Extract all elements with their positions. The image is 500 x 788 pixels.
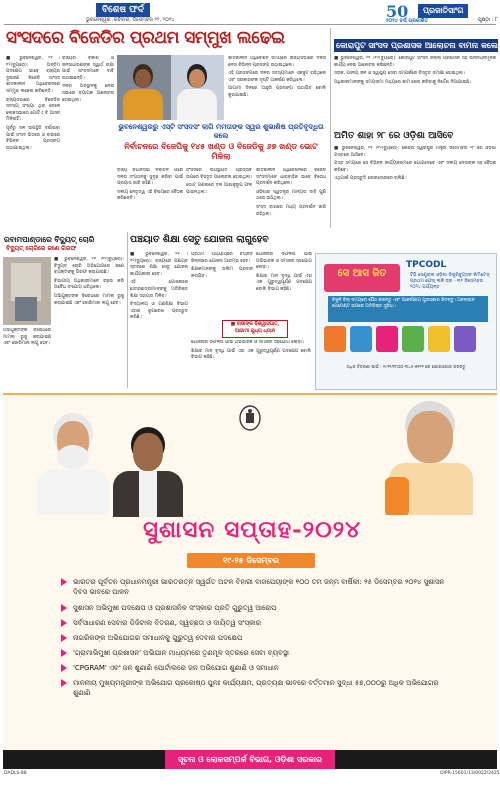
face-shape — [189, 69, 205, 88]
paragraph: ରାଜ୍ୟ ବିଧାନସଭା ନିର୍ବାଚନ ପରେ ଦଳର ସଂଗଠନକୁ ସୁଦୃଢ଼ କରିବା ପାଇଁ ପ୍ରୟାସ ଜାରି ରହିଛି। — [117, 168, 183, 187]
paragraph: ■ ଭୁବନେଶ୍ୱର, ୨୧ ।୧୨(ବ୍ୟୁରୋ): ବିଦ୍ୟୁତ୍ ଚୋରି ଅଭିଯୋଗରେ ଜଣେ ବ୍ୟକ୍ତିଙ୍କୁ ଗିରଫ କରାଯାଇଛି। — [54, 257, 124, 276]
mid-story-column-4 — [256, 252, 312, 318]
paragraph: ପ୍ରଥମ ପର୍ଯ୍ୟାୟରେ ଚୟନିତ ଜିଲ୍ଲାରେ ଯୋଜନା ଆରମ୍ଭ ହେବ। — [191, 252, 253, 264]
list-item-text: ସୁଶାସନ ଅଭିମୁଖୀ ପଦକ୍ଷେପ ଓ ପ୍ରଶାସନିକ ସଂସ୍କାର ପ୍ରତି ଗୁରୁତ୍ୱ ଆରୋପ — [73, 604, 277, 612]
list-item-text: 'CPGRAM' ଏବଂ ଜନ ଶୁଣାଣି ପୋର୍ଟାଲରେ ଜନ ଅଭିଯୋଗ ଶୁଣାଣି ଓ ସମାଧାନ — [73, 664, 279, 672]
prize-icon — [454, 326, 476, 352]
prize-row — [324, 326, 488, 356]
paragraph: ବିଦ୍ୟାଳୟ ଓ ଗଣଶିକ୍ଷା ବିଭାଗ ଏହାର ରୂପରେଖ ପ୍ରସ୍ତୁତ କରିଛି। — [130, 302, 188, 321]
sub-headline: ନିର୍ବାଚନରେ ବିଜେପିକୁ ୧୪୫ ଖଣ୍ଡ ଓ ବିଜେଡିକୁ ୬୭ ଖଣ୍ଡ ଭୋଟ ମିଳିଲା — [124, 142, 318, 161]
paragraph: ଆଗାମୀ ଦିନରେ ଆହୁରି ପ୍ରସଙ୍ଗ ଉଠାଯିବ ବୋଲି କୁହାଯାଇଛି। — [228, 86, 326, 98]
highlight-box: ■ ଚାଷୀଙ୍କ ବିଶ୍ୱାସଘାତ, ଆଗାମୀ ଯୁଧ୍ୟ ଧ୍ୟାନ — [222, 320, 288, 338]
phase-text: ପ୍ରଥମ ଫେଜ୍ ଲକି ଡ୍ର - ୩୧ ଡିସେମ୍ବର ୨୦୨୪ ପର୍ଯ୍ୟନ୍ତ — [410, 279, 484, 290]
list-item — [61, 603, 453, 618]
mid-story-column-3 — [191, 340, 311, 388]
lead-column-1 — [6, 56, 60, 228]
column-divider — [330, 28, 331, 228]
mid-story-column-1 — [130, 252, 188, 388]
banner-footer: ସୂଚନା ଓ ଲୋକସମ୍ପର୍କ ବିଭାଗ, ଓଡ଼ିଶା ସରକାର — [165, 750, 335, 769]
left-story-body — [54, 257, 124, 387]
bullet-arrow-icon — [61, 664, 67, 672]
paragraph: ସଂସଦ ବାହାରେ ମଧ୍ୟ ପ୍ରଦର୍ଶନ ଜାରି ରହିଥିଲା। — [256, 204, 326, 217]
paragraph: ଶିକ୍ଷାର ମାନ ବୃଦ୍ଧି ପାଇଁ ଏହା ଏକ ଗୁରୁତ୍ୱପୂର୍ଣ୍ଣ ପଦକ୍ଷେପ ବୋଲି ବିଭାଗ କହିଛି। — [256, 273, 312, 292]
list-item — [61, 633, 453, 648]
paragraph: ରାଜ୍ୟର ବିକାଶ ଓ ଜନସାଧାରଣଙ୍କ ସ୍ୱାର୍ଥ ରକ୍ଷା ପାଇଁ ସାଂସଦମାନେ ଦାବି ଉଠାଇଛନ୍ତି। — [62, 56, 114, 81]
paragraph: ଅଭିଯୁକ୍ତଙ୍କ ବିରୋଧରେ ମାମଲା ରୁଜୁ କରାଯାଇଛି ଏବଂ ଜୋରିମାନା ଲାଗୁ ହେବ। — [54, 293, 124, 306]
masthead — [0, 0, 500, 24]
mid-story-headline: ପଞ୍ଚୟାତ ଶିକ୍ଷା ସେତୁ ଯୋଜନା ଲାଗୁହେବ — [130, 234, 269, 245]
section-tag: ବିଶେଷ ଫର୍ଦ — [96, 3, 150, 17]
prize-icon — [350, 326, 372, 352]
face-shape — [133, 433, 163, 471]
left-story-photo — [3, 257, 51, 325]
list-item-text: ଭାରତର ପୂର୍ବତନ ପ୍ରଧାନମନ୍ତ୍ରୀ ଭାରତରତ୍ନ ସ୍ୱର୍ଗତ ଅଟଳ ବିହାରୀ ବାଜପେୟୀଙ୍କ ୧୦୦ ତମ ଜନ୍ମ ବାର୍ଷିକୀ: ୨୫ ଡିସେମ୍ବର ୨୦୨୪ ସୁଶାସନ ଦିବସ ଭାବରେ ପାଳନ — [73, 578, 445, 596]
paragraph: ■ ଭୁବନେଶ୍ୱର, ୨୧ ।୧୨(ବ୍ୟୁରୋ): କୋରାପୁଟ ସାଂସଦ ଜିଲ୍ଲା ପ୍ରଶାସନ ସହ ଉନ୍ନୟନମୂଳକ କାର୍ଯ୍ୟ ନେଇ ଆଲୋଚନା କରିଛନ୍ତି। — [334, 56, 496, 68]
bullet-arrow-icon — [61, 604, 67, 612]
page-number: ପୃଷ୍ଠା : ୮ — [478, 17, 498, 23]
banner-bullet-list — [61, 577, 453, 704]
bullet-arrow-icon — [61, 578, 67, 586]
man-mp-figure — [171, 55, 223, 120]
lead-column-6 — [256, 168, 326, 228]
paragraph: ଦଳୀୟ ନେତୃତ୍ୱ ଏହି ବିଷୟରେ ବୈଠକ କରିଛନ୍ତି। — [117, 189, 183, 202]
woman-mp-photo — [117, 55, 169, 120]
portrait-left — [33, 407, 113, 515]
photo-caption: ଭୁବନେଶ୍ୱରରୁ ଏସ୍‌ଟି ସଂସଦସଂ ଲାଗି ମମତାଙ୍କ ସ୍ୱର ଶୁଭାଶିଷ ପ୍ରତିବୃଦ୍ଧିତା କଲେ — [118, 123, 324, 140]
paragraph: ■ ଭୁବନେଶ୍ୱର, ୨୧ ।୧୨(ବ୍ୟୁରୋ): ରାଜ୍ୟରେ ପଞ୍ଚାୟତ ସ୍ତରରେ ଶିକ୍ଷା ସେତୁ ଯୋଜନା କାର୍ଯ୍ୟକାରୀ ହେବ। — [130, 252, 188, 277]
left-story-headline: ରବାମପାଣ୍ଡାରେ ବିଦ୍ୟୁତ୍ ଚୋରି — [4, 235, 95, 244]
prize-icon — [324, 326, 346, 352]
mid-story-column-2 — [191, 252, 253, 318]
brand-subtitle: ଟିପି ସେଣ୍ଟ୍ରାଲ ଓଡ଼ିଶା ଡିଷ୍ଟ୍ରିବ୍ୟୁସନ ଲିମିଟେଡ୍ — [410, 273, 490, 278]
banner-dates: ୧୯-୨୫ ଡିସେମ୍ବର — [187, 553, 315, 568]
list-item-text: 'ଗ୍ରାମାଭିମୁଖୀ ପ୍ରଶାସନ' ଅଭିଯାନ ମାଧ୍ୟମରେ ତୃଣମୂଳ ସ୍ତରରେ ସେବା ବ୍ୟବସ୍ଥା — [73, 649, 290, 657]
portrait-right — [375, 397, 485, 515]
face-shape — [407, 411, 453, 463]
body-shape — [37, 469, 109, 515]
face-shape — [135, 69, 151, 88]
paragraph: ଗସ୍ତ ସମୟରେ ସେ ବିଭିନ୍ନ କାର୍ଯ୍ୟକ୍ରମରେ ଯୋଗଦେବେ ଏବଂ ଦଳୀୟ ନେତାଙ୍କ ସହ ବୈଠକ କରିବେ। — [334, 161, 496, 173]
list-item — [61, 663, 453, 678]
photo-figure — [15, 297, 37, 321]
banner-title: ସୁଶାସନ ସପ୍ତାହ-୨୦୨୪ — [143, 516, 361, 543]
bullet-arrow-icon — [61, 619, 67, 627]
offer-text: ବିଜୁଳି ବିଲ୍ ସମୟରେ ପୈଠ କରନ୍ତୁ ଏବଂ ଆକର୍ଷଣୀୟ ପୁରସ୍କାର ଜିତନ୍ତୁ। ଅନଲାଇନ ପେମେଣ୍ଟ ଉପରେ ଅତିରିକ୍ତ ସୁବିଧା। — [328, 296, 488, 322]
paragraph: ସଂସଦରେ ଉପସ୍ଥାପିତ ପ୍ରସ୍ତାବ ଉପରେ ବିସ୍ତୃତ ଆଲୋଚନା ହୋଇଥିଲା। — [186, 168, 252, 180]
list-item-text: ମାନନୀୟ ମୁଖ୍ୟମନ୍ତ୍ରୀଙ୍କ ଅଭିଯୋଗ ପ୍ରକୋଷ୍ଠ ପୁନଃ କାର୍ଯ୍ୟକ୍ଷମ, ପ୍ରତ୍ୟକ୍ଷ ଭାବରେ ବର୍ତ୍ତମାନ ସୁଦ୍ଧା ୫୭,୦୦୦ରୁ ଅଧିକ ଅଭିଯୋଗର ଶୁଣାଣି — [73, 679, 439, 697]
paragraph: ରାଜ୍ୟସଭାରେ ବିଜେଡିର ସଦସ୍ୟ ସଂଖ୍ୟା ଥିବା ବେଳେ ଲୋକସଭାରେ ଗୋଟିଏ ବି ଆସନ ମିଳିନାହିଁ। — [6, 97, 60, 123]
shirt-shape — [139, 471, 157, 517]
paragraph: ଓଡ଼ିଶାର ସ୍ୱତନ୍ତ୍ର ମାନ୍ୟତା ଦାବି ପୁଣି ଥରେ ଉଠିଥିଲା। — [256, 189, 326, 202]
ad-brand-subtitle — [410, 273, 494, 291]
column-divider — [127, 232, 128, 388]
paragraph: ଭୋଟ୍ ଗଣନାରେ ଦଳ ଆଶାନୁରୂପ ଫଳ ପାଇନଥିଲା। — [186, 183, 252, 195]
list-item — [61, 618, 453, 633]
paragraph: ଏଥିପାଇଁ ପ୍ରସ୍ତୁତି ଜୋରସୋରରେ ଚାଲିଛି। — [334, 176, 407, 182]
portrait-middle — [109, 425, 187, 517]
paragraph: ଏହି ପ୍ରସଙ୍ଗରେ ଦଳର ସଦସ୍ୟମାନେ ଏକଜୁଟ ରହିଥିଲେ ଏବଂ ସରକାରଙ୍କ ଦୃଷ୍ଟି ଆକର୍ଷଣ କରିଥିଲେ। — [228, 71, 326, 83]
sushasan-banner — [3, 393, 497, 769]
tpcodl-advertisement[interactable] — [315, 253, 497, 390]
prize-icon — [428, 326, 450, 352]
ad-contact: ଅଧିକ ବିବରଣୀ ପାଇଁ : ୧୯୧୨/୧୮୦୦-୩୪୫-୭୧୨୨ ରେ ଯୋଗାଯୋଗ କରନ୍ତୁ — [346, 364, 466, 369]
right-story-2-headline: ଅମିତ ଶାହା ୨୮ ରେ ଓଡ଼ିଶା ଆସିବେ — [334, 131, 454, 141]
ad-code-left: DADLS-88 — [4, 771, 27, 776]
paragraph: ଯୋଜନାର ସଫଳତା ପାଇଁ ଅଭିଭାବକ ଓ ସମାଜର ସହଯୋଗ ଲୋଡ଼ା। — [256, 252, 312, 271]
paragraph: ଶିକ୍ଷାର ମାନ ବୃଦ୍ଧି ପାଇଁ ଏହା ଏକ ଗୁରୁତ୍ୱପୂର୍ଣ୍ଣ ପଦକ୍ଷେପ ବୋଲି ବିଭାଗ କହିଛି। — [191, 348, 311, 361]
paragraph: ■ ଭୁବନେଶ୍ୱର, ୨୧ ।୧୨(ବ୍ୟୁରୋ): କେନ୍ଦ୍ର ସ୍ୱରାଷ୍ଟ୍ର ମନ୍ତ୍ରୀ ଡିସେମ୍ବର ୨୮ ରେ ଓଡ଼ିଶା ଗସ୍ତରେ ଆସିବେ। — [334, 146, 496, 158]
paragraph: ବିଭାଗୀୟ ଅଧିକାରୀମାନେ ଚଢ଼ଉ କରି ଅବୈଧ ସଂଯୋଗ ଧରିଥିଲେ। — [54, 278, 124, 291]
paragraph: ଦଳର ଅବସ୍ଥାନକୁ ନେଇ ସଭାରେ ବ୍ୟାପକ ଆଲୋଚନା ହୋଇଥିଲା। — [62, 84, 114, 103]
prize-icon — [376, 326, 398, 352]
banner-stripe — [3, 393, 497, 395]
bullet-arrow-icon — [61, 649, 67, 657]
body-shape — [177, 89, 217, 120]
list-item — [61, 678, 453, 704]
list-item — [61, 648, 453, 663]
bullet-arrow-icon — [61, 634, 67, 642]
paragraph: ଶୀତକାଳୀନ ଅଧିବେଶନରେ ବିଜେଡି ସାଂସଦମାନେ ଧାରାବାହିକ ଭାବେ ବିରୋଧ ପ୍ରଦର୍ଶନ କରିଥିଲେ। — [256, 168, 326, 187]
paragraph: ଶୀତକାଳୀନ ଅଧିବେଶନ ସମୟରେ ରାଜ୍ୟସଭାରେ ଦଳର ନେତା ବିଭିନ୍ନ ପ୍ରସଙ୍ଗ ଉଠାଇଥିଲେ। — [228, 56, 326, 68]
paragraph: ଅଧିକାରୀମାନଙ୍କୁ ସମୟସୀମା ମଧ୍ୟରେ କାମ ଶେଷ କରିବାକୁ ନିର୍ଦ୍ଦେଶ ଦିଆଯାଇଛି। — [334, 79, 472, 85]
prize-icon — [402, 326, 424, 352]
lead-headline: ସଂସଦରେ ବିଜେଡିର ପ୍ରଥମ ସମ୍ମୁଖ ଲଢେଇ — [6, 28, 285, 48]
paragraph: ଶିକ୍ଷକମାନଙ୍କୁ ତାଲିମ ପ୍ରଦାନ କରାଯିବ। — [191, 267, 253, 279]
photo-wall — [11, 263, 41, 301]
paragraph: ପୂର୍ବରୁ ଦଳ ଉପସ୍ଥିତି ଦର୍ଶାଇବା ପାଇଁ ସଂସଦ ଭିତରେ ଓ ବାହାରେ ବିଭିନ୍ନ ପ୍ରସଙ୍ଗ ଉଠାଯାଇଥିଲା। — [6, 125, 60, 151]
campaign-title: ସେ ଆସ ଜିତ — [337, 268, 387, 279]
right-story-2-body — [334, 146, 496, 228]
ad-code-right: OIPR-15601/13/0022/2425 — [440, 771, 500, 776]
paper-name: ପ୍ରଜାତିସାଂଗ — [418, 4, 468, 18]
anniversary-number: 50 — [386, 2, 409, 21]
right-story-body — [334, 56, 496, 128]
paragraph: ଅଭିଯୁକ୍ତଙ୍କ ବିରୋଧରେ ମାମଲା ରୁଜୁ କରାଯାଇଛି ଏବଂ ଜୋରିମାନା ଲାଗୁ ହେବ। — [3, 328, 51, 347]
ad-brand: TPCODL — [406, 260, 447, 270]
beard-shape — [57, 445, 89, 469]
odisha-emblem-icon — [239, 405, 261, 431]
date-line: ଭୁବନେଶ୍ୱର ,ରବିବାର, ଡିସେମ୍ବର ୨୨, ୨୦୨୪ — [86, 17, 175, 23]
man-mp-photo — [171, 55, 224, 120]
paragraph: ■ ଭୁବନେଶ୍ୱର, ୨୧ ।୧୨(ବ୍ୟୁରୋ): ଅନ୍ତିମ ପଦକ୍ଷେପ ଭାବେ ରାଜ୍ୟର ଦୁଇଜଣ ବିଜେଡି ସାଂସଦ ଶୀତକାଳୀନ ଅଧିବେଶନରେ ସମ୍ମୁଖ ଲଢେଇ କରିଛନ୍ତି। — [6, 56, 60, 94]
paragraph: ଏହି ଯୋଜନାରେ ଛାତ୍ରଛାତ୍ରୀମାନଙ୍କୁ ଅତିରିକ୍ତ ଶିକ୍ଷା ସହାୟତା ମିଳିବ। — [130, 280, 188, 299]
lead-column-4 — [117, 168, 183, 228]
lead-column-2 — [62, 56, 114, 228]
left-story-body-cont — [3, 328, 51, 388]
anniversary-tagline: ୨୦୨୪ ବର୍ଷ ପ୍ରକାଶିତ — [386, 18, 429, 24]
paragraph: ଯୋଜନାର ସଫଳତା ପାଇଁ ଅଭିଭାବକ ଓ ସମାଜର ସହଯୋଗ ଲୋଡ଼ା। — [191, 340, 304, 345]
shawl-shape — [385, 477, 409, 515]
masthead-rule — [4, 24, 496, 25]
list-item — [61, 577, 453, 603]
list-item-text: ନାଗରିକଙ୍କ ଅଭିଯୋଗର ସମାଧାନକୁ ଗୁରୁତ୍ୱ ଦେବାର ପଦକ୍ଷେପ — [73, 634, 243, 642]
left-story-subhead: ବିଦ୍ୟୁତ୍ ଚୋରିରେ ଜଣେ ଗିରଫ — [6, 245, 77, 252]
list-item-text: ସର୍ବସାଧାରଣ ସେବାର ଡିଜିଟାଲ ବିତରଣ, ସ୍ୱଚ୍ଛତା ଓ ଦାୟିତ୍ୱ ସଂସ୍କାର — [73, 619, 262, 627]
paragraph: ସଡ଼କ, ପାନୀୟ ଜଳ ଓ ସ୍ୱାସ୍ଥ୍ୟ ସେବା ସମ୍ପର୍କରେ ବିସ୍ତୃତ ସମୀକ୍ଷା ହୋଇଥିଲା। — [334, 71, 465, 77]
bullet-arrow-icon — [61, 679, 67, 687]
body-shape — [123, 89, 163, 120]
lead-column-3 — [228, 56, 326, 166]
right-story-headline: କୋରାପୁଟ ସାଂସଦ ପ୍ରଶାସକ ଆଲୋଚନା ବାମନା କଲେ — [336, 41, 498, 50]
lead-column-5 — [186, 168, 252, 228]
